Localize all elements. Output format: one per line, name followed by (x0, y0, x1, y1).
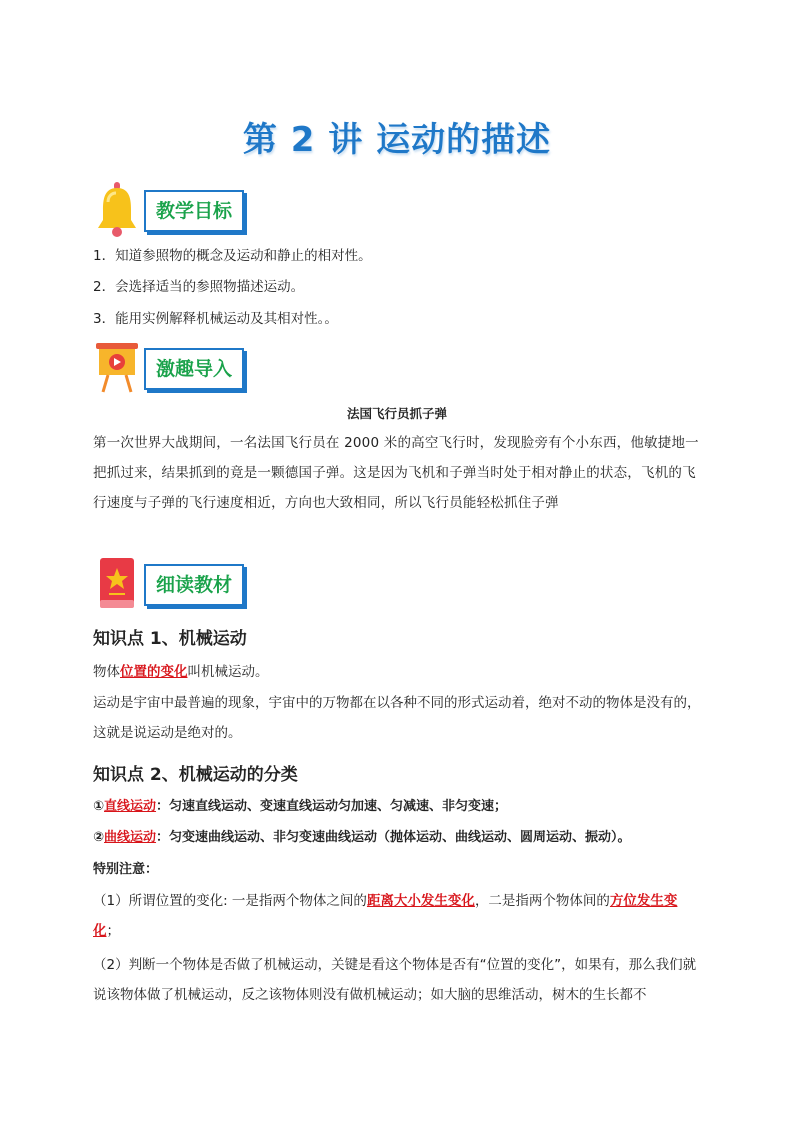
story-title: 法国飞行员抓子弹 (346, 406, 447, 421)
kp2-item-2-key: 曲线运动 (104, 830, 157, 845)
kp2-item-2-rest: ：匀变速曲线运动、非匀变速曲线运动（抛体运动、曲线运动、圆周运动、振动）。 (156, 830, 631, 845)
kp2-note-1 (93, 886, 703, 946)
knowledge-point-2-heading: 知识点 2、机械运动的分类 (93, 765, 298, 785)
presentation-board-icon (94, 340, 140, 396)
kp2-note-label: 特别注意： (93, 862, 159, 877)
kp2-note-1-b: ，二是指两个物体间的 (474, 893, 610, 909)
kp1-def-post: 叫机械运动。 (187, 664, 269, 680)
knowledge-point-1-heading: 知识点 1、机械运动 (93, 629, 247, 649)
kp2-note-2: （2）判断一个物体是否做了机械运动，关键是看这个物体是否有“位置的变化”，如果有，那么我们就说该物体做了机械运动，反之该物体则没有做机械运动；如大脑的思维活动，树木的生长都不 (93, 957, 697, 1003)
kp2-note-1-key2a: 方位发生变 (609, 893, 678, 909)
kp2-note-1-key2b: 化 (93, 923, 107, 939)
bell-icon (94, 182, 140, 238)
story-body: 第一次世界大战期间，一名法国飞行员在 2000 米的高空飞行时，发现脸旁有个小东西，他敏捷地一把抓过来，结果抓到的竟是一颗德国子弹。这是因为飞机和子弹当时处于相对静止的状态，飞机的飞行速度与子弹的飞行速度相近，方向也大致相同，所以飞行员能轻松抓住子弹 (93, 435, 699, 511)
goal-item: 1．知道参照物的概念及运动和静止的相对性。 (93, 248, 372, 264)
section-label-read: 细读教材 (144, 564, 244, 606)
kp2-item-1-rest: ：匀速直线运动、变速直线运动匀加速、匀减速、非匀变速； (156, 799, 508, 814)
section-header-intro (94, 340, 294, 396)
kp1-def-key: 位置的变化 (120, 664, 188, 680)
goal-item: 3．能用实例解释机械运动及其相对性。。 (93, 311, 338, 327)
kp2-note-1-c: ； (106, 923, 120, 939)
section-header-read (94, 556, 294, 612)
section-label-intro: 激趣导入 (144, 348, 244, 390)
kp1-def-pre: 物体 (93, 664, 120, 680)
goal-item: 2．会选择适当的参照物描述运动。 (93, 279, 305, 295)
kp2-item-2-num: ② (93, 830, 105, 845)
kp2-note-1-a: （1）所谓位置的变化: 一是指两个物体之间的 (93, 893, 367, 909)
section-header-goals (94, 182, 294, 238)
section-label-goals: 教学目标 (144, 190, 244, 232)
kp2-item-1-num: ① (93, 799, 105, 814)
page-title: 第 2 讲 运动的描述 (242, 120, 552, 160)
kp2-note-1-key1: 距离大小发生变化 (366, 893, 475, 909)
book-star-icon (94, 556, 140, 612)
kp2-item-1-key: 直线运动 (104, 799, 157, 814)
kp1-definition (93, 662, 703, 682)
kp2-item-2 (93, 828, 703, 848)
kp1-paragraph: 运动是宇宙中最普遍的现象，宇宙中的万物都在以各种不同的形式运动着，绝对不动的物体是没有的，这就是说运动是绝对的。 (93, 695, 701, 741)
kp2-item-1 (93, 797, 703, 817)
